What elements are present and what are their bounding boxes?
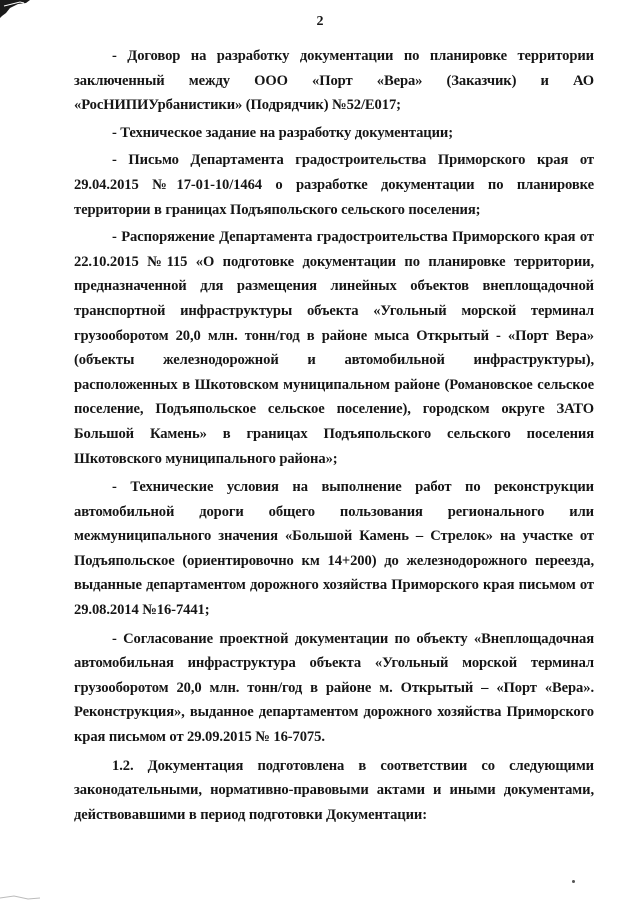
paragraph-section-1-2: 1.2. Документация подготовлена в соответствии со следующими законодательными, нормативно-правовыми актами и иными документами, действовавшими в период подготовки Документации: [74, 757, 594, 823]
paragraph-technical-conditions: - Технические условия на выполнение работ по реконструкции автомобильной дороги общего пользования регионального или межмуниципального значения «Большой Камень – Стрелок» на участке от Подъяпольское (ориентировочно км 14+200) до железнодорожного переезда, выданные департаментом дорожного хозяйства Приморского края письмом от 29.08.2014 №16-7441; [74, 479, 594, 619]
paragraph-order-department: - Распоряжение Департамента градостроительства Приморского края от 22.10.2015 №115 «О подготовке документации по планировке территории, предназначенной для размещения линейных объектов внеплощадочной транспортной инфраструктуры объекта «Угольный морской терминал грузооборотом 20,0 млн. тонн/год в районе мыса Открытый - «Порт Вера» (объекты железнодорожной и автомобильной инфраструктуры), расположенных в Шкотовском муниципальном районе (Романовское сельское поселение, Подъяпольское сельское поселение), городском округе ЗАТО Большой Камень» в границах Подъяпольского сельского поселения Шкотовского муниципального района»; [74, 229, 594, 467]
document-body [74, 44, 594, 830]
paragraph-technical-task: - Техническое задание на разработку документации; [112, 124, 453, 141]
paragraph-contract: - Договор на разработку документации по планировке территории заключенный между ООО «Порт «Вера» (Заказчик) и АО «РосНИПИУрбанистики» (Подрядчик) №52/Е017; [74, 48, 594, 114]
page-number: 2 [316, 14, 324, 29]
paragraph-letter-department: - Письмо Департамента градостроительства Приморского края от 29.04.2015 №17-01-10/1464 о разработке документации по планировке территории в границах Подъяпольского сельского поселения; [74, 152, 594, 218]
scan-artifact-bottom-left [0, 894, 40, 904]
paragraph-approval: - Согласование проектной документации по объекту «Внеплощадочная автомобильная инфраструктура объекта «Угольный морской терминал грузооборотом 20,0 млн. тонн/год в районе м. Открытый – «Порт «Вера». Реконструкция», выданное департаментом дорожного хозяйства Приморского края письмом от 29.09.2015 № 16-7075. [74, 630, 594, 746]
scan-dot [572, 880, 575, 883]
